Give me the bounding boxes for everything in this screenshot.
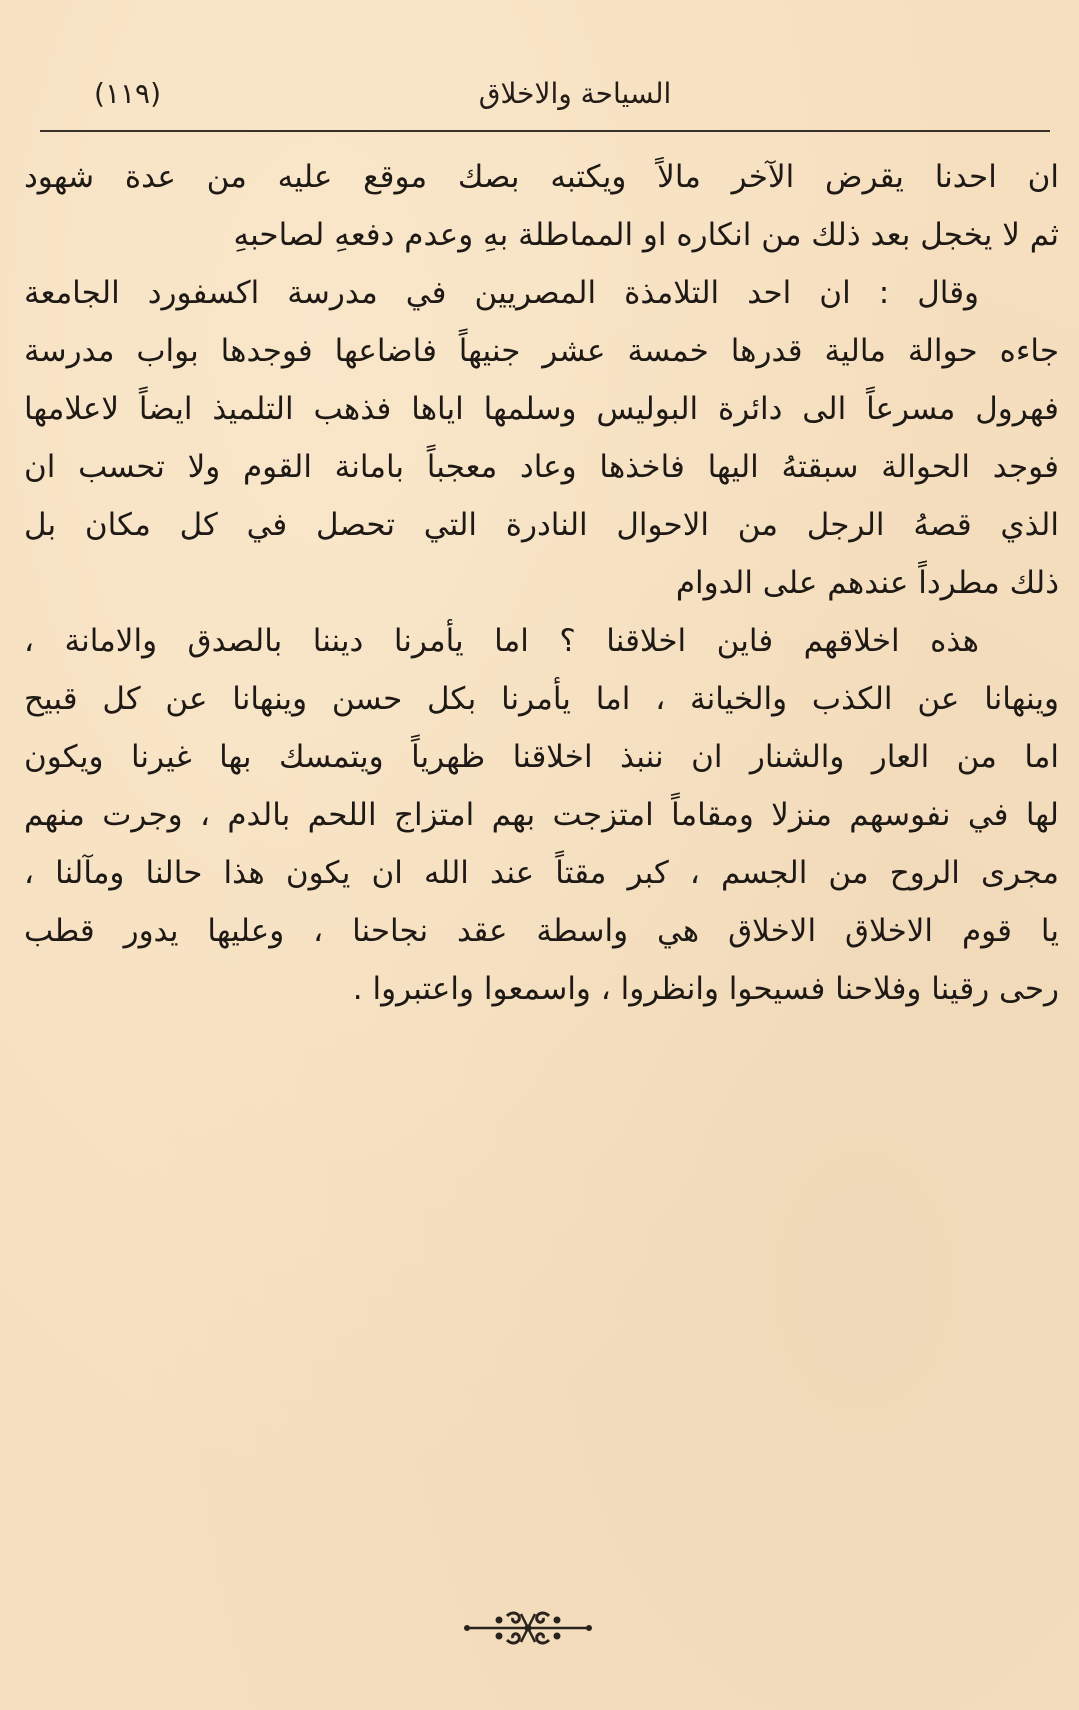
text-line: فهرول مسرعاً الى دائرة البوليس وسلمها اياها فذهب التلميذ ايضاً لاعلامها	[24, 391, 1059, 427]
running-head-title: السياحة والاخلاق	[478, 77, 672, 110]
text-line: رحى رقينا وفلاحنا فسيحوا وانظروا ، واسمعوا واعتبروا .	[352, 971, 1059, 1007]
text-line: هذه اخلاقهم فاين اخلاقنا ؟ اما يأمرنا ديننا بالصدق والامانة ،	[24, 623, 979, 659]
header-rule	[40, 130, 1050, 132]
floral-tailpiece-icon	[463, 1608, 593, 1648]
text-line: وينهانا عن الكذب والخيانة ، اما يأمرنا بكل حسن وينهانا عن كل قبيح	[24, 681, 1059, 717]
text-line: اما من العار والشنار ان ننبذ اخلاقنا ظهرياً ويتمسك بها غيرنا ويكون	[24, 739, 1059, 775]
text-line: يا قوم الاخلاق الاخلاق هي واسطة عقد نجاحنا ، وعليها يدور قطب	[24, 913, 1059, 949]
text-line: فوجد الحوالة سبقتهُ اليها فاخذها وعاد معجباً بامانة القوم ولا تحسب ان	[24, 449, 1059, 485]
body-text	[24, 148, 1059, 1018]
text-line: الذي قصهُ الرجل من الاحوال النادرة التي تحصل في كل مكان بل	[24, 507, 1059, 543]
text-line: ذلك مطرداً عندهم على الدوام	[675, 565, 1059, 601]
text-line: لها في نفوسهم منزلا ومقاماً امتزجت بهم امتزاج اللحم بالدم ، وجرت منهم	[24, 797, 1059, 833]
text-line: مجرى الروح من الجسم ، كبر مقتاً عند الله ان يكون هذا حالنا ومآلنا ،	[24, 855, 1059, 891]
text-line: جاءه حوالة مالية قدرها خمسة عشر جنيهاً فاضاعها فوجدها بواب مدرسة	[24, 333, 1059, 369]
page-number: (١١٩)	[94, 77, 161, 110]
running-head	[40, 70, 1050, 120]
text-line: ثم لا يخجل بعد ذلك من انكاره او المماطلة بهِ وعدم دفعهِ لصاحبهِ	[233, 217, 1059, 253]
text-line: وقال : ان احد التلامذة المصريين في مدرسة اكسفورد الجامعة	[24, 275, 979, 311]
text-line: ان احدنا يقرض الآخر مالاً ويكتبه بصك موقع عليه من عدة شهود	[24, 159, 1059, 195]
